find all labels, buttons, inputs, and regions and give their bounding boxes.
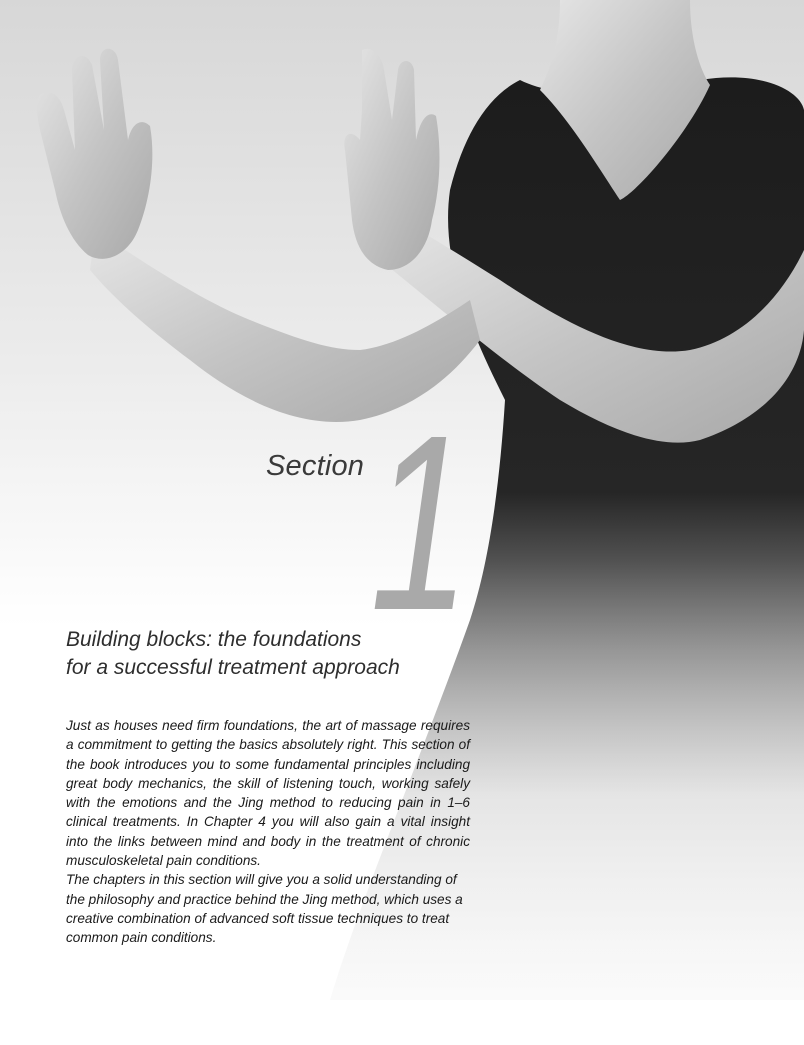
- section-title: [66, 626, 496, 682]
- section-title-line-1: Building blocks: the foundations: [66, 628, 362, 651]
- section-label: Section: [266, 450, 365, 482]
- intro-paragraph-2: The chapters in this section will give you a solid understanding of the philosophy and practice behind the Jing method, which uses a creative combination of advanced soft tissue techniques to treat common pain conditions.: [66, 872, 463, 946]
- section-intro: [66, 716, 470, 948]
- section-number: 1: [370, 383, 471, 662]
- section-title-line-2: for a successful treatment approach: [66, 656, 400, 679]
- intro-paragraph-1: Just as houses need firm foundations, the art of massage requires a commitment to getting the basics absolutely right. This section of the book introduces you to some fundamental principles including great body mechanics, the skill of listening touch, working safely with the emotions and the Jing method to reducing pain in 1–6 clinical treatments. In Chapter 4 you will also gain a vital insight into the links between mind and body in the treatment of chronic musculoskeletal pain conditions.: [66, 718, 470, 869]
